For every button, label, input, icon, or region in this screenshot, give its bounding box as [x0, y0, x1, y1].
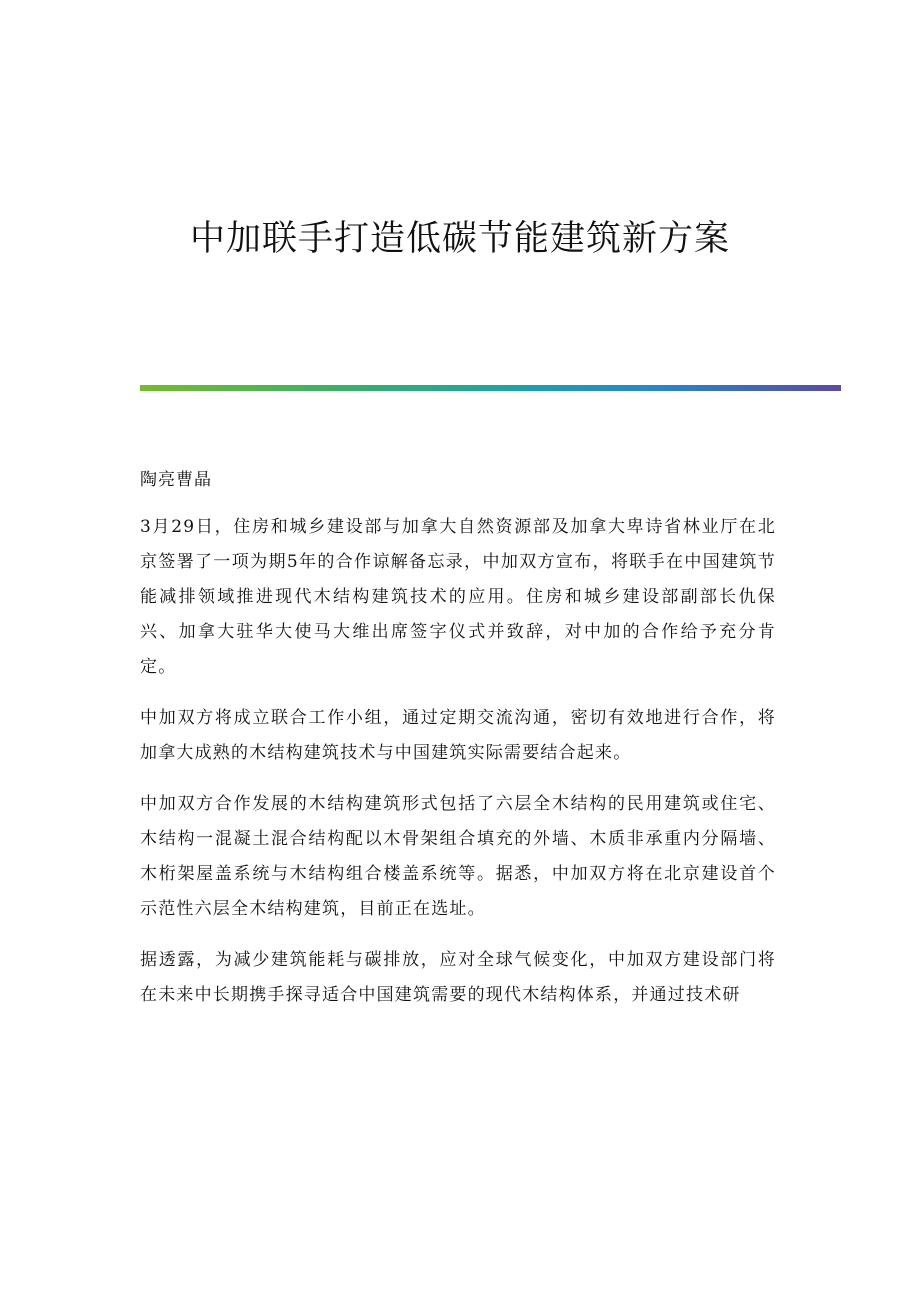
author-line: 陶亮曹晶: [140, 470, 212, 490]
paragraph-2: 中加双方将成立联合工作小组，通过定期交流沟通，密切有效地进行合作，将加拿大成熟的木结构建筑技术与中国建筑实际需要结合起来。: [140, 708, 776, 763]
paragraph-1: 3月29日，住房和城乡建设部与加拿大自然资源部及加拿大卑诗省林业厅在北京签署了一项为期5年的合作谅解备忘录，中加双方宣布，将联手在中国建筑节能减排领域推进现代木结构建筑技术的应用。住房和城乡建设部副部长仇保兴、加拿大驻华大使马大维出席签字仪式并致辞，对中加的合作给予充分肯定。: [140, 517, 776, 677]
paragraph-3: 中加双方合作发展的木结构建筑形式包括了六层全木结构的民用建筑或住宅、木结构一混凝土混合结构配以木骨架组合填充的外墙、木质非承重内分隔墙、木桁架屋盖系统与木结构组合楼盖系统等。据悉，中加双方将在北京建设首个示范性六层全木结构建筑，目前正在选址。: [140, 794, 776, 919]
paragraph-4: 据透露，为减少建筑能耗与碳排放，应对全球气候变化，中加双方建设部门将在未来中长期携手探寻适合中国建筑需要的现代木结构体系，并通过技术研: [140, 950, 776, 1005]
document-body: [140, 468, 776, 1029]
title-divider: [140, 385, 841, 391]
document-title: 中加联手打造低碳节能建筑新方案: [189, 219, 730, 259]
